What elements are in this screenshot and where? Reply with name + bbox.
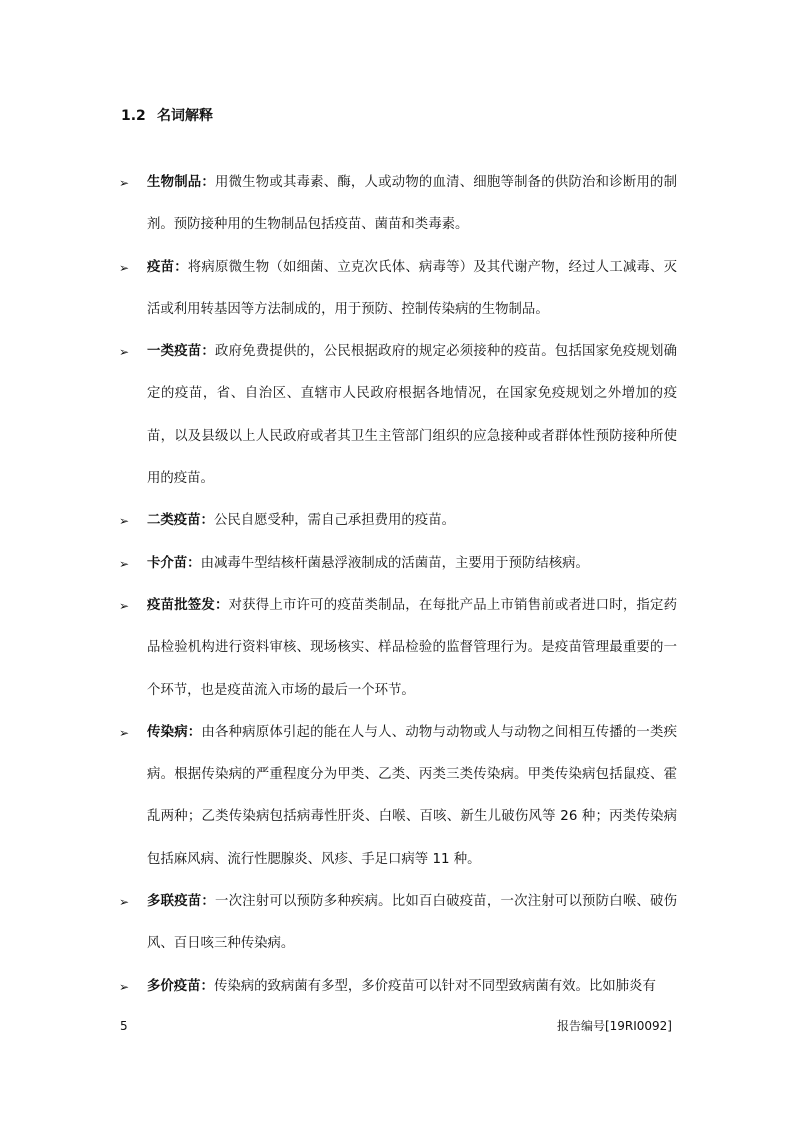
definition-list	[0, 162, 793, 1008]
definition-item	[0, 712, 677, 881]
bullet-arrow-icon: ➢	[119, 345, 130, 360]
definition-term: 生物制品：	[147, 175, 215, 190]
bullet-arrow-icon: ➢	[119, 895, 130, 910]
section-heading	[121, 106, 213, 126]
definition-term: 疫苗：	[147, 259, 188, 275]
section-number: 1.2	[121, 108, 146, 124]
definition-text: 对获得上市许可的疫苗类制品，在每批产品上市销售前或者进口时，指定药品检验机构进行资料审核、现场核实、样品检验的监督管理行为。是疫苗管理最重要的一个环节，也是疫苗流入市场的最后一个环节。	[147, 597, 678, 698]
definition-text: 由减毒牛型结核杆菌悬浮液制成的活菌苗，主要用于预防结核病。	[200, 555, 589, 571]
bullet-arrow-icon: ➢	[119, 725, 130, 740]
definition-text: 将病原微生物（如细菌、立克次氏体、病毒等）及其代谢产物，经过人工减毒、灭活或利用转基因等方法制成的，用于预防、控制传染病的生物制品。	[147, 259, 678, 317]
bullet-arrow-icon: ➢	[119, 260, 130, 275]
definition-item	[0, 585, 677, 712]
report-id: 报告编号[19RI0092]	[556, 1019, 672, 1033]
definition-item	[0, 500, 677, 542]
definition-item	[0, 966, 677, 1008]
definition-item	[0, 543, 677, 585]
definition-text: 政府免费提供的，公民根据政府的规定必须接种的疫苗。包括国家免疫规划确定的疫苗，省、自治区、直辖市人民政府根据各地情况，在国家免疫规划之外增加的疫苗，以及县级以上人民政府或者其卫生主管部门组织的应急接种或者群体性预防接种所使用的疫苗。	[147, 344, 678, 487]
bullet-arrow-icon: ➢	[119, 176, 130, 190]
definition-item	[0, 881, 677, 966]
definition-text: 一次注射可以预防多种疾病。比如百白破疫苗，一次注射可以预防白喉、破伤风、百日咳三种传染病。	[147, 894, 678, 952]
definition-term: 传染病：	[147, 724, 202, 740]
definition-term: 二类疫苗：	[147, 513, 214, 529]
definition-term: 多价疫苗：	[147, 978, 214, 994]
section-title: 名词解释	[157, 108, 213, 124]
definition-item	[0, 331, 677, 500]
definition-text: 公民自愿受种，需自己承担费用的疫苗。	[213, 513, 455, 529]
definition-item	[0, 247, 677, 332]
definition-term: 疫苗批签发：	[147, 597, 229, 613]
bullet-arrow-icon: ➢	[119, 598, 130, 613]
bullet-arrow-icon: ➢	[119, 556, 130, 571]
definition-term: 多联疫苗：	[147, 894, 215, 910]
definition-term: 卡介苗：	[147, 555, 201, 571]
page-number: 5	[120, 1019, 128, 1033]
definition-text: 传染病的致病菌有多型，多价疫苗可以针对不同型致病菌有效。比如肺炎有	[213, 978, 656, 994]
definition-term: 一类疫苗：	[147, 344, 215, 360]
bullet-arrow-icon: ➢	[119, 979, 130, 994]
definition-text: 由各种病原体引起的能在人与人、动物与动物或人与动物之间相互传播的一类疾病。根据传染病的严重程度分为甲类、乙类、丙类三类传染病。甲类传染病包括鼠疫、霍乱两种；乙类传染病包括病毒性肝炎、白喉、百咳、新生儿破伤风等 26 种；丙类传染病包括麻风病、流行性腮腺炎、风疹、手足口病等 11 种。	[147, 724, 678, 867]
bullet-arrow-icon: ➢	[119, 514, 130, 529]
definition-text: 用微生物或其毒素、酶，人或动物的血清、细胞等制备的供防治和诊断用的制剂。预防接种用的生物制品包括疫苗、菌苗和类毒素。	[147, 175, 678, 233]
definition-item	[0, 162, 677, 247]
